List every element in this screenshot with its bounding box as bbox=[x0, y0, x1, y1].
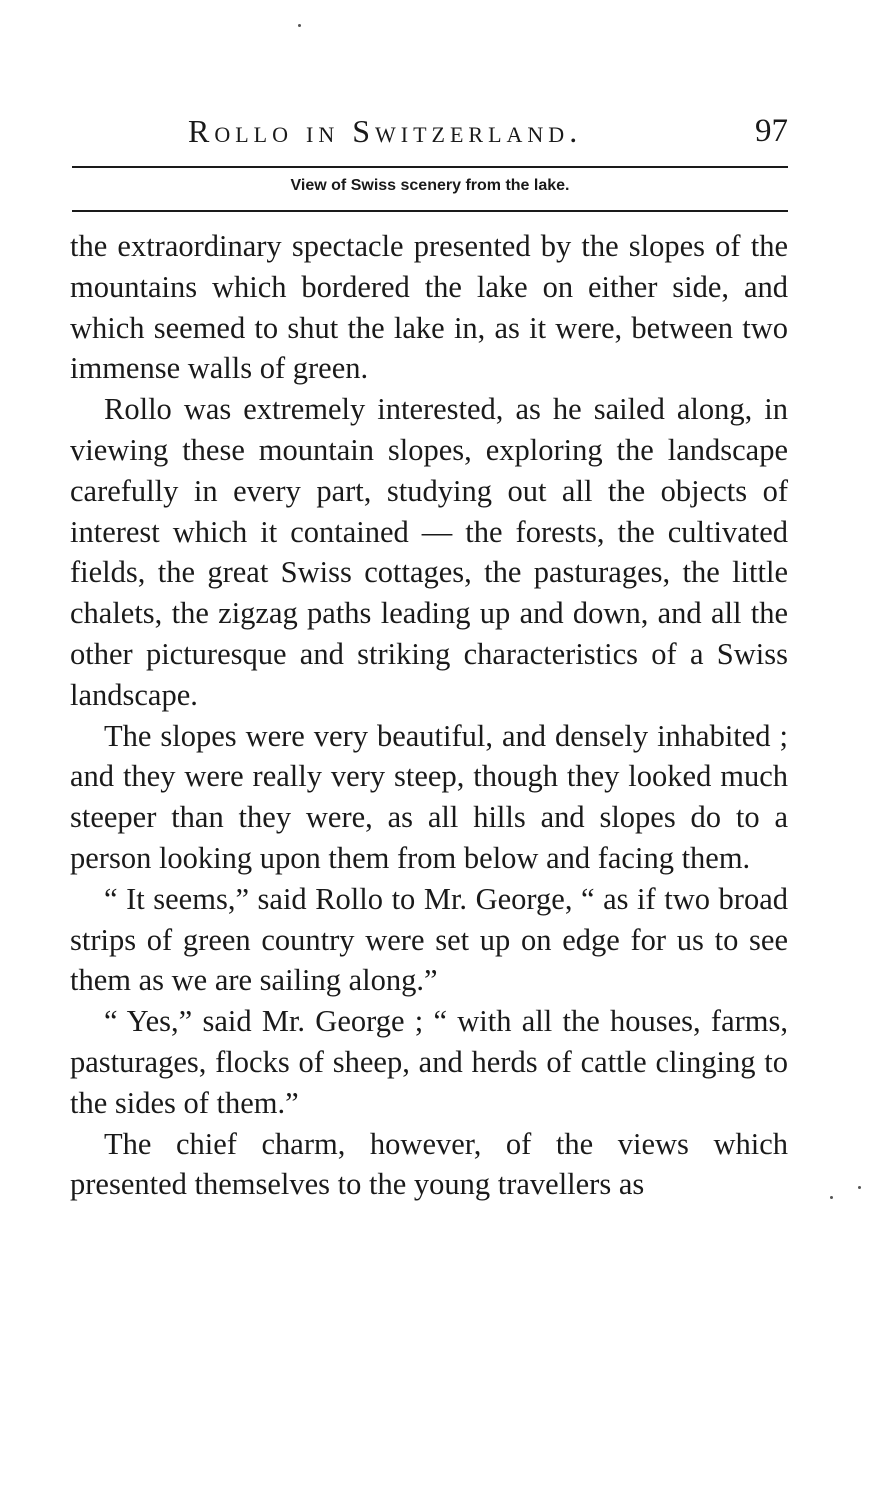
print-speck bbox=[830, 1196, 833, 1199]
paragraph: Rollo was extremely interested, as he sailed along, in viewing these mountain slopes, exploring the landscape carefully in every part, studying out all the objects of interest which it contained — the forests, the cultivated fields, the great Swiss cottages, the pasturages, the little chalets, the zigzag paths leading up and down, and all the other picturesque and striking characteristics of a Swiss landscape. bbox=[70, 392, 788, 712]
paragraph: “ It seems,” said Rollo to Mr. George, “ as if two broad strips of green country were set up on edge for us to see them as we are sailing along.” bbox=[70, 881, 788, 998]
paragraph-continued: the extraordinary spectacle presented by the slopes of the mountains which bordered the lake on either side, and which seemed to shut the lake in, as it were, between two immense walls of green. bbox=[70, 229, 788, 386]
print-speck bbox=[298, 24, 301, 27]
paragraph: “ Yes,” said Mr. George ; “ with all the houses, farms, pasturages, flocks of sheep, and herds of cattle clinging to the sides of them.” bbox=[70, 1004, 788, 1120]
caption-rule bbox=[72, 210, 788, 212]
print-speck bbox=[858, 1186, 861, 1189]
body-text bbox=[70, 226, 788, 1205]
paragraph: The chief charm, however, of the views which presented themselves to the young travellers as bbox=[70, 1126, 788, 1202]
running-head bbox=[70, 108, 790, 154]
header-rule bbox=[72, 166, 788, 168]
running-title: Rollo in Switzerland. bbox=[188, 113, 583, 149]
paragraph: The slopes were very beautiful, and densely inhabited ; and they were really very steep, though they looked much steeper than they were, as all hills and slopes do to a person looking upon them from below and facing them. bbox=[70, 718, 788, 875]
page-number: 97 bbox=[755, 113, 788, 149]
illustration-caption: View of Swiss scenery from the lake. bbox=[290, 177, 570, 194]
